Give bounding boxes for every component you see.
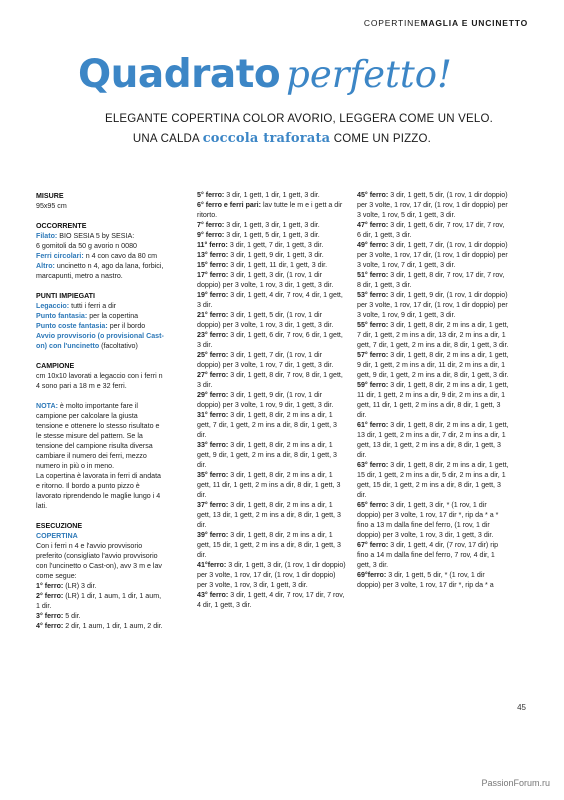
instruction-row — [197, 190, 347, 200]
row-text: 3 dir, 1 gett, 5 dir, 1 gett, 3 dir. — [226, 231, 320, 239]
row-text: 3 dir, 1 gett, 4 dir, 7 rov, 4 dir, 1 gett, 3 dir. — [197, 291, 343, 309]
row-label: 67° ferro: — [357, 541, 389, 549]
instruction-row — [197, 270, 347, 290]
instruction-row — [197, 240, 347, 250]
instruction-row — [36, 581, 166, 591]
row-text: 3 dir, 1 gett, 8 dir, 2 m ins a dir, 1 gett, 9 dir, 1 gett, 2 m ins a dir, 8 dir, 1 gett, 3 dir. — [197, 441, 337, 469]
row-text: 3 dir, 1 gett, 9 dir, 1 gett, 3 dir. — [230, 251, 324, 259]
row-label: 31° ferro: — [197, 411, 229, 419]
instruction-row — [357, 320, 509, 350]
instruction-row — [357, 540, 509, 570]
row-text: 3 dir, 1 gett, 8 dir, 2 m ins a dir, 1 gett, 15 dir, 1 gett, 2 m ins a dir, 8 dir, 1 gett, 3 dir. — [197, 531, 341, 559]
instruction-row — [197, 470, 347, 500]
row-text: 3 dir, 1 gett, 9 dir, (1 rov, 1 dir doppio) per 3 volte, 1 rov, 9 dir, 1 gett, 3 dir. — [197, 391, 334, 409]
instruction-row — [197, 310, 347, 330]
instruction-row — [197, 250, 347, 260]
row-text: 2 dir, 1 aum, 1 dir, 1 aum, 2 dir. — [65, 622, 163, 630]
row-label: 15° ferro: — [197, 261, 229, 269]
instruction-row — [197, 390, 347, 410]
punto-2-value: per la copertina — [89, 312, 139, 320]
altro-line — [36, 261, 166, 281]
column-materials — [36, 191, 166, 631]
instruction-row — [36, 591, 166, 611]
esecuzione-sub: COPERTINA — [36, 532, 78, 540]
section-name: COPERTINE — [363, 18, 421, 28]
row-text: 3 dir, 1 gett, 8 dir, 2 m ins a dir, 1 gett, 13 dir, 1 gett, 2 m ins a dir, 8 dir, 1 gett, 3 dir. — [197, 501, 341, 529]
row-label: 49° ferro: — [357, 241, 389, 249]
row-text: 3 dir, 1 gett, 8 dir, 2 m ins a dir, 1 gett, 11 dir, 1 gett, 2 m ins a dir, 8 dir, 1 gett, 3 dir. — [197, 471, 341, 499]
row-text: 3 dir, 1 gett, 3 dir, (1 rov, 1 dir doppio) per 3 volte, 1 rov, 3 dir, 1 gett, 3 dir. — [197, 271, 334, 289]
nota-label: NOTA: — [36, 402, 58, 410]
instruction-row — [36, 611, 166, 621]
row-label: 57° ferro: — [357, 351, 389, 359]
row-label: 39° ferro: — [197, 531, 229, 539]
filato-label: Filato: — [36, 232, 58, 240]
altro-value: uncinetto n 4, ago da lana, forbici, marcapunti, metro a nastro. — [36, 262, 164, 280]
heading-campione: CAMPIONE — [36, 362, 75, 370]
subtitle-line-2 — [0, 131, 564, 146]
section-header — [364, 18, 528, 28]
instruction-row — [36, 621, 166, 631]
row-text: 3 dir, 1 gett, 5 dir, * (1 rov, 1 dir doppio) per 3 volte, 1 rov, 17 dir *, rip da * a — [357, 571, 494, 589]
instruction-row — [357, 350, 509, 380]
row-label: 55° ferro: — [357, 321, 389, 329]
row-text: 3 dir, 1 gett, 8 dir, 2 m ins a dir, 1 gett, 13 dir, 1 gett, 2 m ins a dir, 7 dir, 2 m ins a dir, 1 gett, 13 dir, 1 gett, 2 m ins a dir, 8 dir, 1 gett, 3 dir. — [357, 421, 509, 459]
row-label: 61° ferro: — [357, 421, 389, 429]
row-text: 3 dir, 1 gett, 11 dir, 1 gett, 3 dir. — [230, 261, 328, 269]
row-label: 35° ferro: — [197, 471, 229, 479]
heading-punti: PUNTI IMPIEGATI — [36, 292, 95, 300]
row-text: (LR) 1 dir, 1 aum, 1 dir, 1 aum, 1 dir. — [36, 592, 162, 610]
instruction-row — [357, 500, 509, 540]
instruction-row — [357, 570, 509, 590]
instruction-row — [197, 560, 347, 590]
instruction-row — [197, 290, 347, 310]
page-number: 45 — [517, 703, 526, 712]
subtitle-line-1: ELEGANTE COPERTINA COLOR AVORIO, LEGGERA COME UN VELO. — [104, 113, 494, 125]
row-label: 59° ferro: — [357, 381, 389, 389]
punto-3-value: per il bordo — [109, 322, 146, 330]
instruction-row — [357, 290, 509, 320]
row-label: 63° ferro: — [357, 461, 389, 469]
title-main: Quadrato — [78, 52, 281, 97]
instruction-row — [357, 220, 509, 240]
instruction-row — [197, 410, 347, 440]
row-text: 3 dir, 1 gett, 1 dir, 1 gett, 3 dir. — [226, 191, 320, 199]
row-label: 27° ferro: — [197, 371, 229, 379]
instruction-row — [197, 590, 347, 610]
instruction-row — [197, 220, 347, 230]
column-rows-2 — [197, 190, 347, 610]
punto-4-value: (facoltativo) — [101, 342, 138, 350]
instruction-row — [197, 260, 347, 270]
gomitoli-line: 6 gomitoli da 50 g avorio n 0080 — [36, 242, 137, 250]
row-label: 9° ferro: — [197, 231, 225, 239]
subtitle-pre: UNA CALDA — [132, 133, 200, 145]
instruction-row — [357, 460, 509, 500]
row-label: 37° ferro: — [197, 501, 229, 509]
altro-label: Altro: — [36, 262, 55, 270]
instruction-row — [197, 330, 347, 350]
misure-value: 95x95 cm — [36, 202, 67, 210]
filato-line — [36, 231, 166, 241]
row-label: 6° ferro e ferri pari: — [197, 201, 261, 209]
punto-1-value: tutti i ferri a dir — [71, 302, 117, 310]
row-text: 3 dir, 1 gett, 8 dir, 2 m ins a dir, 1 gett, 7 dir, 1 gett, 2 m ins a dir, 8 dir, 1 gett, 3 dir. — [197, 411, 337, 439]
row-label: 2° ferro: — [36, 592, 64, 600]
row-text: 3 dir, 1 gett, 8 dir, 7 rov, 17 dir, 7 rov, 8 dir, 1 gett, 3 dir. — [357, 271, 505, 289]
row-label: 1° ferro: — [36, 582, 64, 590]
row-label: 53° ferro: — [357, 291, 389, 299]
row-text: 3 dir, 1 gett, 9 dir, (1 rov, 1 dir doppio) per 3 volte, 1 rov, 17 dir, (1 rov, 1 dir doppio) per 3 volte, 1 rov, 9 dir, 1 gett, 3 dir. — [357, 291, 508, 319]
row-text: 3 dir, 1 gett, 6 dir, 7 rov, 6 dir, 1 gett, 3 dir. — [197, 331, 343, 349]
heading-esecuzione: ESECUZIONE — [36, 522, 83, 530]
ferri-label: Ferri circolari: — [36, 252, 84, 260]
row-text: 3 dir, 1 gett, 8 dir, 7 rov, 8 dir, 1 gett, 3 dir. — [197, 371, 343, 389]
row-text: 3 dir, 1 gett, 7 dir, 1 gett, 3 dir. — [229, 241, 324, 249]
instruction-row — [357, 380, 509, 420]
row-text: 3 dir, 1 gett, 3 dir, * (1 rov, 1 dir doppio) per 3 volte, 1 rov, 17 dir *, rip da * a * fino a 13 m dalla fine del ferro, (1 rov, 1 dir doppio) per 3 volte, 1 rov, 3 dir, 1 gett, 3 dir. — [357, 501, 499, 539]
row-label: 33° ferro: — [197, 441, 229, 449]
page-title — [78, 52, 452, 97]
row-text: 3 dir, 1 gett, 5 dir, (1 rov, 1 dir doppio) per 3 volte, 1 rov, 17 dir, (1 rov, 1 dir doppio) per 3 volte, 1 rov, 5 dir, 1 gett, 3 dir. — [357, 191, 508, 219]
row-label: 29° ferro: — [197, 391, 229, 399]
punto-3 — [36, 321, 166, 331]
row-text: 3 dir, 1 gett, 4 dir, (7 rov, 17 dir) rip fino a 14 m dalla fine del ferro, 7 rov, 4 dir, 1 gett, 3 dir. — [357, 541, 499, 569]
row-label: 11° ferro: — [197, 241, 228, 249]
punto-4 — [36, 331, 166, 351]
row-label: 69°ferro: — [357, 571, 387, 579]
heading-occorrente: OCCORRENTE — [36, 222, 87, 230]
row-text: 3 dir, 1 gett, 8 dir, 2 m ins a dir, 1 gett, 15 dir, 1 gett, 2 m ins a dir, 5 dir, 2 m ins a dir, 1 gett, 15 dir, 1 gett, 2 m ins a dir, 8 dir, 1 gett, 3 dir. — [357, 461, 509, 499]
row-text: lav tutte le m e i gett a dir ritorto. — [197, 201, 343, 219]
row-label: 23° ferro: — [197, 331, 229, 339]
row-text: 3 dir, 1 gett, 8 dir, 2 m ins a dir, 1 gett, 7 dir, 1 gett, 2 m ins a dir, 13 dir, 2 m ins a dir, 1 gett, 7 dir, 1 gett, 2 m ins a dir, 8 dir, 1 gett, 3 dir. — [357, 321, 509, 349]
heading-misure: MISURE — [36, 192, 64, 200]
instruction-row — [197, 500, 347, 530]
row-text: 3 dir, 1 gett, 3 dir, 1 gett, 3 dir. — [226, 221, 320, 229]
row-label: 17° ferro: — [197, 271, 229, 279]
instruction-row — [197, 200, 347, 220]
instruction-row — [197, 530, 347, 560]
punto-3-label: Punto coste fantasia: — [36, 322, 108, 330]
punto-1-label: Legaccio: — [36, 302, 70, 310]
row-text: 3 dir, 1 gett, 8 dir, 2 m ins a dir, 1 gett, 9 dir, 1 gett, 2 m ins a dir, 11 dir, 2 m ins a dir, 1 gett, 9 dir, 1 gett, 2 m ins a dir, 8 dir, 1 gett, 3 dir. — [357, 351, 509, 379]
row-label: 3° ferro: — [36, 612, 64, 620]
row-text: 3 dir, 1 gett, 5 dir, (1 rov, 1 dir doppio) per 3 volte, 1 rov, 3 dir, 1 gett, 3 dir. — [197, 311, 334, 329]
nota-2: La copertina è lavorata in ferri di andata e ritorno. Il bordo a punto pizzo è lavorato riprendendo le maglie lungo i 4 lati. — [36, 472, 162, 510]
row-text: 3 dir, 1 gett, 7 dir, (1 rov, 1 dir doppio) per 3 volte, 1 rov, 17 dir, (1 rov, 1 dir doppio) per 3 volte, 1 rov, 7 dir, 1 gett, 3 dir. — [357, 241, 508, 269]
instruction-row — [197, 440, 347, 470]
row-label: 25° ferro: — [197, 351, 229, 359]
punto-2-label: Punto fantasia: — [36, 312, 88, 320]
row-text: 5 dir. — [65, 612, 81, 620]
ferri-value: n 4 con cavo da 80 cm — [85, 252, 158, 260]
row-text: 3 dir, 1 gett, 4 dir, 7 rov, 17 dir, 7 rov, 4 dir, 1 gett, 3 dir. — [197, 591, 345, 609]
row-label: 43° ferro: — [197, 591, 229, 599]
title-script: perfetto! — [286, 53, 452, 96]
row-text: 3 dir, 1 gett, 6 dir, 7 rov, 17 dir, 7 rov, 6 dir, 1 gett, 3 dir. — [357, 221, 505, 239]
row-label: 41°ferro: — [197, 561, 227, 569]
row-label: 7° ferro: — [197, 221, 225, 229]
row-label: 5° ferro: — [197, 191, 225, 199]
row-label: 47° ferro: — [357, 221, 389, 229]
row-text: (LR) 3 dir. — [65, 582, 97, 590]
row-text: 3 dir, 1 gett, 3 dir, (1 rov, 1 dir doppio) per 3 volte, 1 rov, 17 dir, (1 rov, 1 dir doppio) per 3 volte, 1 rov, 3 dir, 1 gett, 3 dir. — [197, 561, 346, 589]
campione-text: cm 10x10 lavorati a legaccio con i ferri n 4 sono pari a 18 m e 32 ferri. — [36, 372, 163, 390]
row-label: 13° ferro: — [197, 251, 229, 259]
row-label: 51° ferro: — [357, 271, 389, 279]
row-text: 3 dir, 1 gett, 8 dir, 2 m ins a dir, 1 gett, 11 dir, 1 gett, 2 m ins a dir, 9 dir, 2 m ins a dir, 1 gett, 11 dir, 1 gett, 2 m ins a dir, 8 dir, 1 gett, 3 dir. — [357, 381, 509, 419]
instruction-row — [197, 370, 347, 390]
instruction-row — [357, 190, 509, 220]
section-category: MAGLIA E UNCINETTO — [420, 18, 528, 28]
row-label: 65° ferro: — [357, 501, 389, 509]
watermark: PassionForum.ru — [481, 778, 550, 788]
row-label: 45° ferro: — [357, 191, 389, 199]
row-label: 19° ferro: — [197, 291, 229, 299]
instruction-row — [357, 420, 509, 460]
instruction-row — [197, 230, 347, 240]
filato-value: BIO SESIA 5 by SESIA: — [59, 232, 135, 240]
ferri-line — [36, 251, 166, 261]
punto-4-label: Avvio provvisorio (o provisional Cast-on) con l'uncinetto — [36, 332, 164, 350]
punto-2 — [36, 311, 166, 321]
row-text: 3 dir, 1 gett, 7 dir, (1 rov, 1 dir doppio) per 3 volte, 1 rov, 7 dir, 1 gett, 3 dir. — [197, 351, 334, 369]
esecuzione-text: Con i ferri n 4 e l'avvio provvisorio preferito (consigliato l'avvio provvisorio con l'uncinetto o Cast-on), avv 3 m e lav come segue: — [36, 542, 162, 580]
nota-text — [36, 401, 166, 471]
column-rows-3 — [357, 190, 509, 590]
instruction-row — [357, 270, 509, 290]
nota-body: è molto importante fare il campione per calcolare la giusta tensione e ottenere lo stesso risultato e le stesse misure del pattern. Se la tensione del campione risulta diversa cambiare il numero dei ferri, mezzo numero in più o in meno. — [36, 402, 160, 470]
subtitle-post: COME UN PIZZO. — [333, 133, 432, 145]
subtitle-accent: coccola traforata — [202, 131, 331, 146]
instruction-row — [357, 240, 509, 270]
instruction-row — [197, 350, 347, 370]
row-label: 21° ferro: — [197, 311, 229, 319]
punto-1 — [36, 301, 166, 311]
row-label: 4° ferro: — [36, 622, 64, 630]
